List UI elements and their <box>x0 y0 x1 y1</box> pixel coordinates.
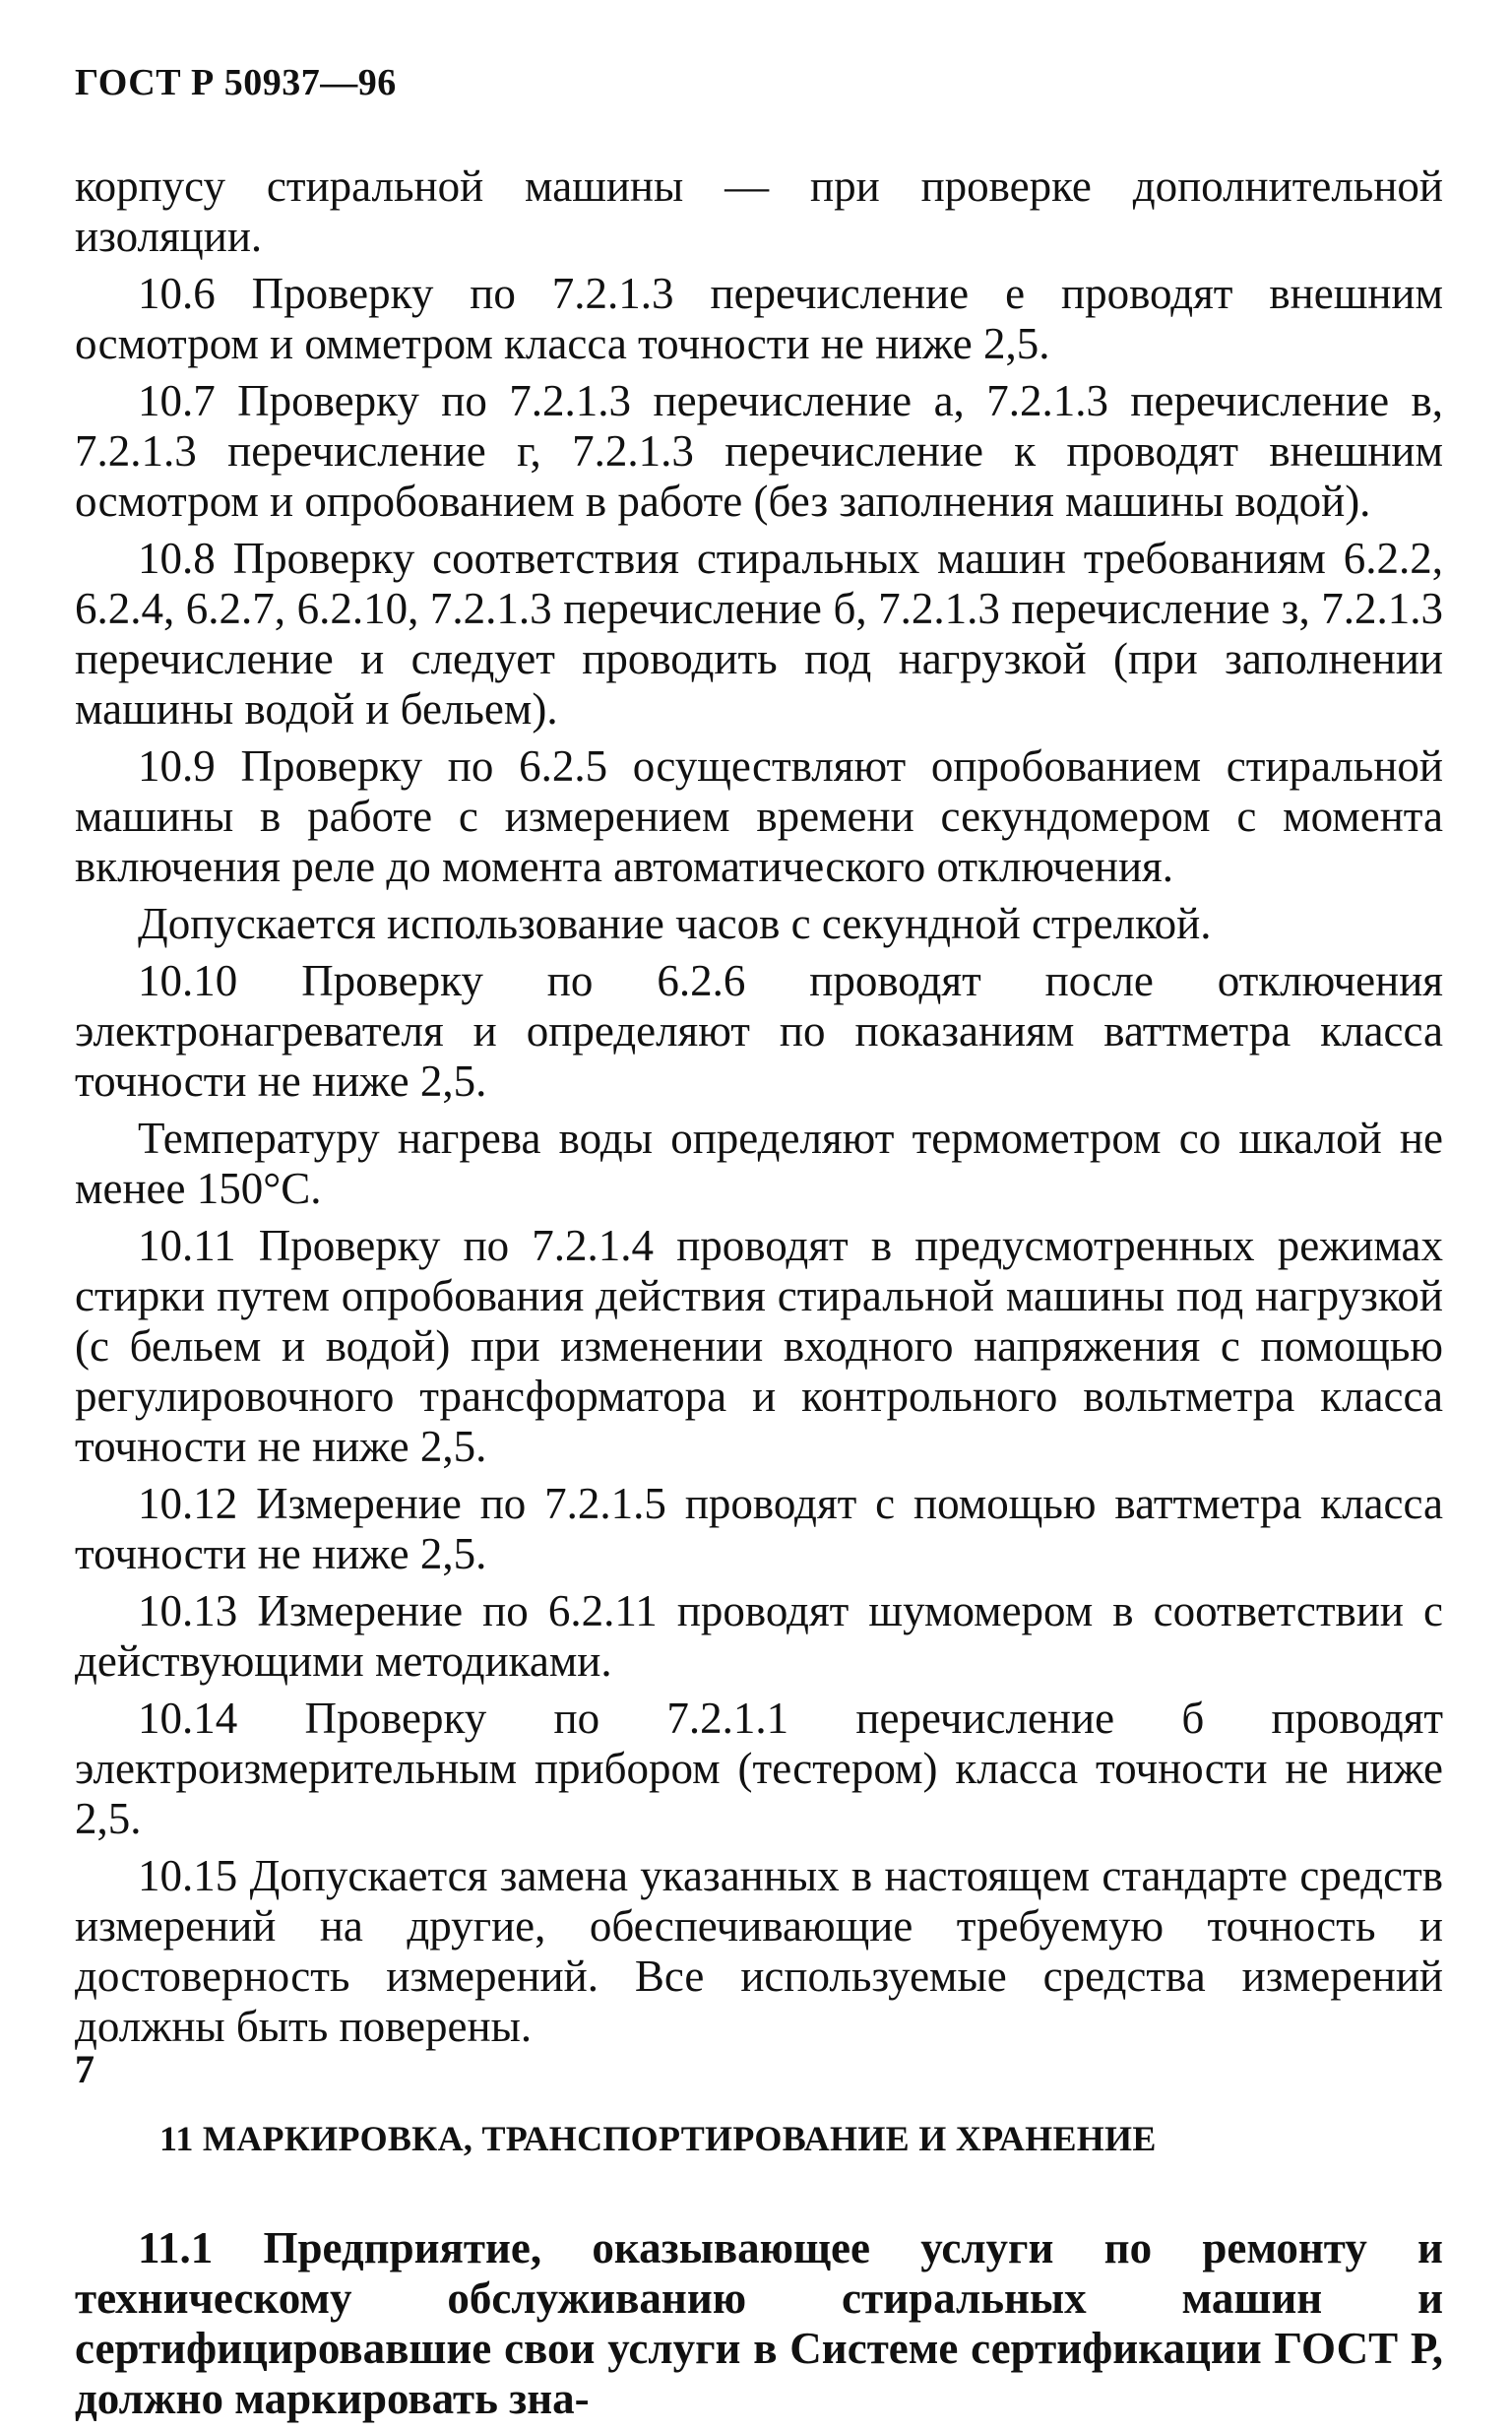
paragraph-continuation: корпусу стиральной машины — при проверке дополнительной изоляции. <box>75 161 1443 261</box>
paragraph-10-14: 10.14 Проверку по 7.2.1.1 перечисление б проводят электроизмерительным прибором (тестером) класса точности не ниже 2,5. <box>75 1694 1443 1843</box>
document-page <box>75 59 1443 2431</box>
paragraph-10-9: 10.9 Проверку по 6.2.5 осуществляют опробованием стиральной машины в работе с измерением времени секундомером с момента включения реле до момента автоматического отключения. <box>75 741 1443 891</box>
paragraph-10-13: 10.13 Измерение по 6.2.11 проводят шумомером в соответствии с действующими методиками. <box>75 1586 1443 1686</box>
standard-header: ГОСТ Р 50937—96 <box>75 62 397 103</box>
paragraph-10-9-note: Допускается использование часов с секундной стрелкой. <box>138 899 1212 948</box>
paragraph-10-10-note: Температуру нагрева воды определяют термометром со шкалой не менее 150°С. <box>75 1114 1443 1213</box>
paragraph-10-10: 10.10 Проверку по 6.2.6 проводят после отключения электронагревателя и определяют по показаниям ваттметра класса точности не ниже 2,5. <box>75 956 1443 1106</box>
paragraph-10-11: 10.11 Проверку по 7.2.1.4 проводят в предусмотренных режимах стирки путем опробования действия стиральной машины под нагрузкой (с бельем и водой) при изменении входного напряжения с помощью регулировочного трансформатора и контрольного вольтметра класса точности не ниже 2,5. <box>75 1221 1443 1471</box>
section-heading: 11 МАРКИРОВКА, ТРАНСПОРТИРОВАНИЕ И ХРАНЕНИЕ <box>159 2119 1157 2158</box>
paragraph-10-8: 10.8 Проверку соответствия стиральных машин требованиям 6.2.2, 6.2.4, 6.2.7, 6.2.10, 7.2.1.3 перечисление б, 7.2.1.3 перечисление з, 7.2.1.3 перечисление и следует проводить под нагрузкой (при заполнении машины водой и бельем). <box>75 534 1443 734</box>
paragraph-10-6: 10.6 Проверку по 7.2.1.3 перечисление е проводят внешним осмотром и омметром класса точности не ниже 2,5. <box>75 269 1443 368</box>
page-number: 7 <box>75 2047 94 2091</box>
paragraph-11-1: 11.1 Предприятие, оказывающее услуги по ремонту и техническому обслуживанию стиральных машин и сертифицировавшие свои услуги в Системе сертификации ГОСТ Р, должно маркировать зна- <box>75 2223 1443 2423</box>
paragraph-10-12: 10.12 Измерение по 7.2.1.5 проводят с помощью ваттметра класса точности не ниже 2,5. <box>75 1479 1443 1578</box>
paragraph-10-7: 10.7 Проверку по 7.2.1.3 перечисление а, 7.2.1.3 перечисление в, 7.2.1.3 перечисление г, 7.2.1.3 перечисление к проводят внешним осмотром и опробованием в работе (без заполнения машины водой). <box>75 376 1443 526</box>
paragraph-10-15: 10.15 Допускается замена указанных в настоящем стандарте средств измерений на другие, обеспечивающие требуемую точность и достоверность измерений. Все используемые средства измерений должны быть поверены. <box>75 1851 1443 2051</box>
